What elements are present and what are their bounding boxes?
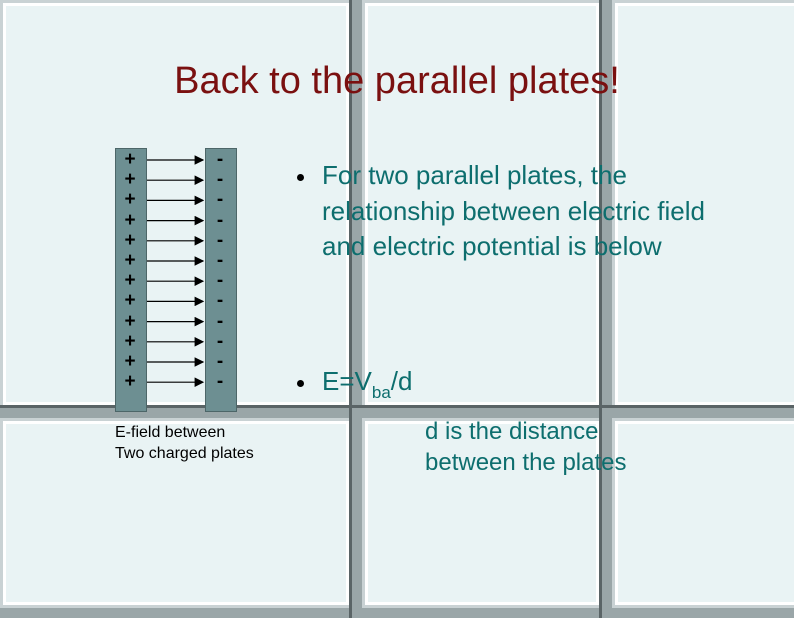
- field-lines-diagram: [145, 148, 207, 410]
- charge-sign: +: [124, 371, 136, 393]
- charge-sign: +: [124, 229, 136, 251]
- charge-sign: +: [124, 270, 136, 292]
- charge-sign: +: [124, 189, 136, 211]
- charge-sign: +: [124, 310, 136, 332]
- equation-tail: /d: [390, 366, 413, 396]
- charge-sign: -: [216, 270, 224, 292]
- charge-sign: -: [216, 169, 224, 191]
- caption-line: E-field between: [115, 424, 226, 441]
- bullet-relationship: For two parallel plates, the relationship between electric field and electric potential is below: [322, 160, 705, 261]
- negative-charge-signs: [205, 150, 235, 392]
- charge-sign: +: [124, 169, 136, 191]
- charge-sign: -: [216, 350, 224, 372]
- charge-sign: +: [124, 330, 136, 352]
- charge-sign: +: [124, 249, 136, 271]
- bullet-equation: [322, 364, 412, 411]
- distance-note: [425, 416, 725, 478]
- equation-subscript: ba: [371, 383, 391, 402]
- charge-sign: +: [124, 290, 136, 312]
- charge-sign: -: [216, 310, 224, 332]
- caption-line: Two charged plates: [115, 445, 254, 462]
- bullet-dot: [297, 174, 304, 181]
- charge-sign: -: [216, 290, 224, 312]
- equation-main: E=V: [322, 366, 372, 396]
- charge-sign: -: [216, 209, 224, 231]
- charge-sign: -: [216, 249, 224, 271]
- charge-sign: +: [124, 350, 136, 372]
- charge-sign: -: [216, 330, 224, 352]
- note-line: between the plates: [425, 449, 627, 476]
- diagram-caption: [115, 422, 254, 464]
- charge-sign: -: [216, 149, 224, 170]
- charge-sign: -: [216, 189, 224, 211]
- charge-sign: -: [216, 371, 224, 393]
- charge-sign: +: [124, 149, 136, 170]
- charge-sign: -: [216, 229, 224, 251]
- charge-sign: +: [124, 209, 136, 231]
- note-line: d is the distance: [425, 418, 599, 445]
- bullet-dot: [297, 380, 304, 387]
- positive-charge-signs: [115, 150, 145, 392]
- slide-title: Back to the parallel plates!: [174, 60, 620, 102]
